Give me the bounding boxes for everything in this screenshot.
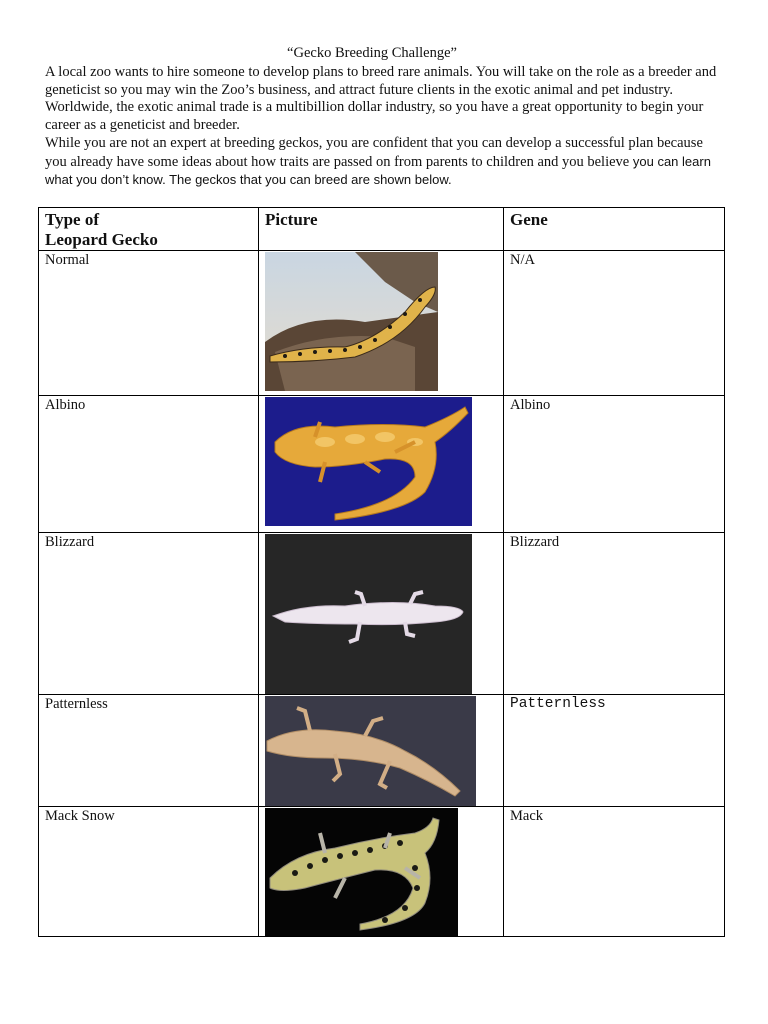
document-title: “Gecko Breeding Challenge”	[287, 45, 457, 61]
gecko-picture-cell	[259, 533, 504, 695]
table-header-row	[39, 208, 725, 251]
gecko-picture-cell	[259, 695, 504, 807]
gecko-gene: Blizzard	[504, 533, 725, 695]
gecko-gene: Patternless	[504, 695, 725, 807]
normal-gecko-photo	[265, 252, 438, 391]
blizzard-gecko-photo	[265, 534, 472, 694]
gecko-picture-cell	[259, 396, 504, 533]
gecko-gene: Mack	[504, 807, 725, 937]
intro-paragraph-1: A local zoo wants to hire someone to develop plans to breed rare animals. You will take on the role as a breeder and geneticist so you may win the Zoo’s business, and attract future clients in the exotic animal and pet industry. Worldwide, the exotic animal trade is a multibillion dollar industry, so you have a great opportunity to begin your career as a geneticist and breeder.	[45, 64, 717, 134]
header-picture: Picture	[259, 208, 504, 251]
intro-paragraph-2	[45, 135, 725, 190]
gecko-table	[38, 207, 725, 937]
intro-paragraph-2-start: While you are not an expert at breeding geckos, you are confident that you can develop a successful plan because you already have some ideas about how traits are passed on from parents to children and you believe	[45, 134, 703, 170]
header-type: Type of Leopard Gecko	[39, 208, 259, 251]
gecko-picture-cell	[259, 807, 504, 937]
gecko-type: Mack Snow	[39, 807, 259, 937]
gecko-gene: N/A	[504, 251, 725, 396]
table-row	[39, 396, 725, 533]
gecko-picture-cell	[259, 251, 504, 396]
gecko-type: Albino	[39, 396, 259, 533]
header-gene: Gene	[504, 208, 725, 251]
patternless-gecko-photo	[265, 696, 476, 806]
intro-paragraph-2-end: you can learn what you don’t know. The geckos that you can breed are shown below.	[45, 153, 711, 188]
gecko-type: Normal	[39, 251, 259, 396]
mack-snow-gecko-photo	[265, 808, 458, 936]
table-row	[39, 807, 725, 937]
intro-text	[45, 64, 725, 190]
albino-gecko-photo	[265, 397, 472, 526]
gecko-type: Patternless	[39, 695, 259, 807]
table-row	[39, 533, 725, 695]
gecko-type: Blizzard	[39, 533, 259, 695]
table-row	[39, 695, 725, 807]
table-row	[39, 251, 725, 396]
gecko-gene: Albino	[504, 396, 725, 533]
